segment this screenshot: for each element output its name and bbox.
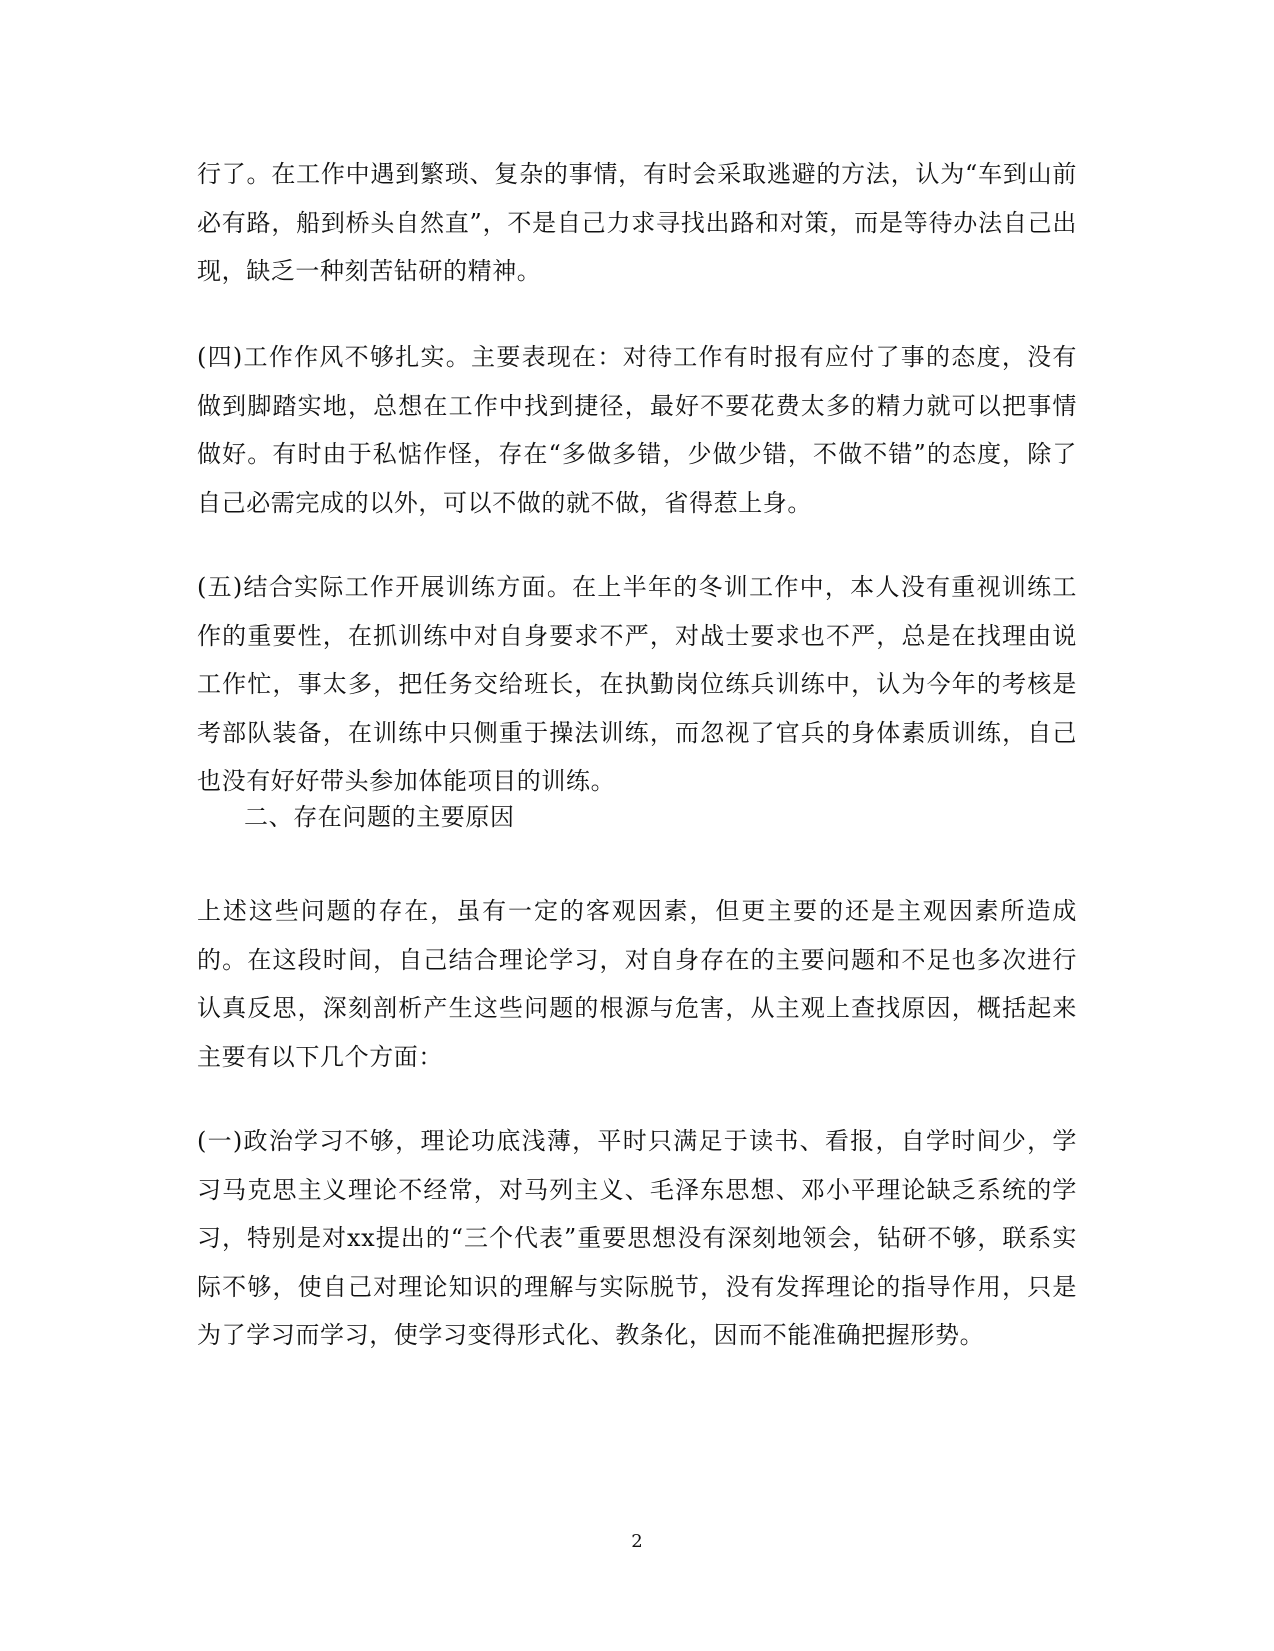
- paragraph-3: (五)结合实际工作开展训练方面。在上半年的冬训工作中，本人没有重视训练工作的重要性，在抓训练中对自身要求不严，对战士要求也不严，总是在找理由说工作忙，事太多，把任务交给班长，在执勤岗位练兵训练中，认为今年的考核是考部队装备，在训练中只侧重于操法训练，而忽视了官兵的身体素质训练，自己也没有好好带头参加体能项目的训练。: [197, 573, 1077, 795]
- paragraph-5: (一)政治学习不够，理论功底浅薄，平时只满足于读书、看报，自学时间少，学习马克思主义理论不经常，对马列主义、毛泽东思想、邓小平理论缺乏系统的学习，特别是对xx提出的“三个代表”重要思想没有深刻地领会，钻研不够，联系实际不够，使自己对理论知识的理解与实际脱节，没有发挥理论的指导作用，只是为了学习而学习，使学习变得形式化、教条化，因而不能准确把握形势。: [197, 1127, 1077, 1349]
- paragraph-4: 上述这些问题的存在，虽有一定的客观因素，但更主要的还是主观因素所造成的。在这段时间，自己结合理论学习，对自身存在的主要问题和不足也多次进行认真反思，深刻剖析产生这些问题的根源与危害，从主观上查找原因，概括起来主要有以下几个方面：: [197, 897, 1077, 1071]
- paragraph-1: 行了。在工作中遇到繁琐、复杂的事情，有时会采取逃避的方法，认为“车到山前必有路，船到桥头自然直”，不是自己力求寻找出路和对策，而是等待办法自己出现，缺乏一种刻苦钻研的精神。: [197, 160, 1077, 285]
- page-number: 2: [631, 1531, 643, 1552]
- section-heading: 二、存在问题的主要原因: [244, 803, 515, 831]
- paragraph-2: (四)工作作风不够扎实。主要表现在：对待工作有时报有应付了事的态度，没有做到脚踏实地，总想在工作中找到捷径，最好不要花费太多的精力就可以把事情做好。有时由于私惦作怪，存在“多做多错，少做少错，不做不错”的态度，除了自己必需完成的以外，可以不做的就不做，省得惹上身。: [197, 343, 1077, 517]
